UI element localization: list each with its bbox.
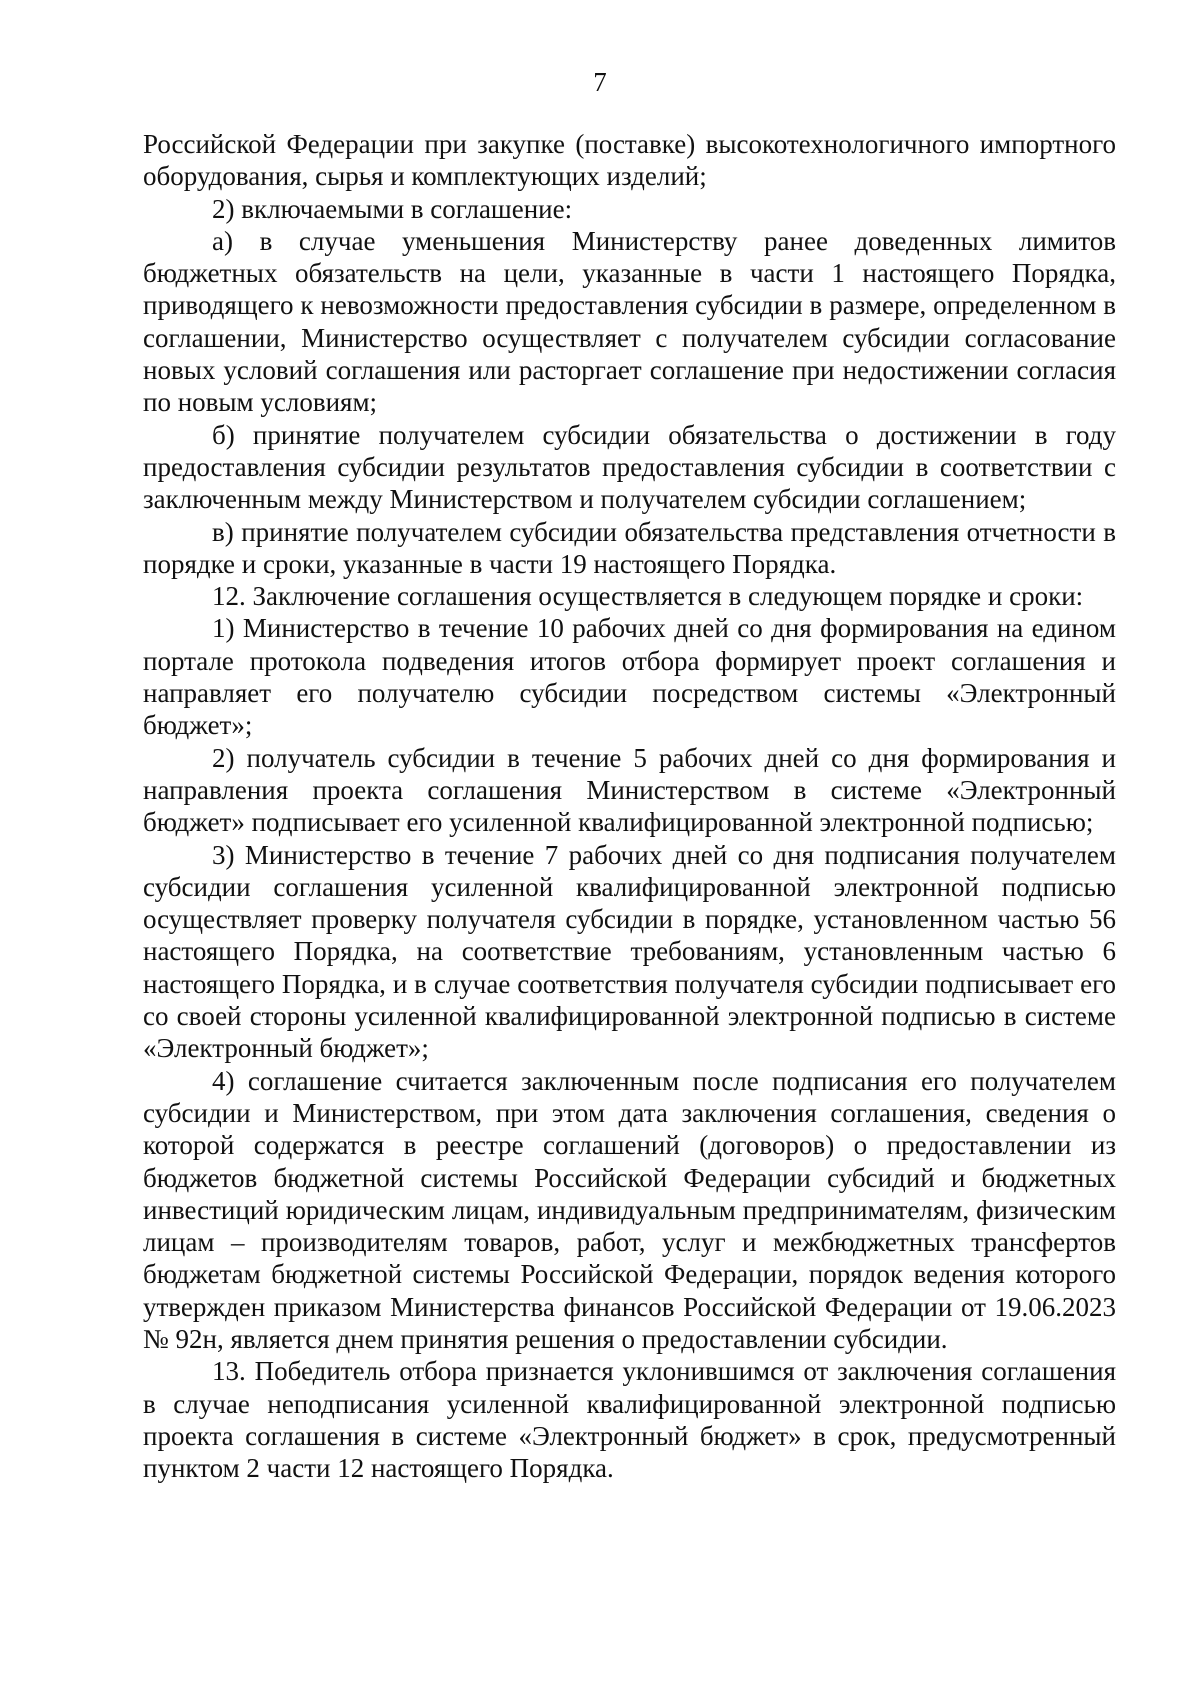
paragraph-subitem-v: в) принятие получателем субсидии обязательства представления отчетности в порядке и сроки, указанные в части 19 настоящего Порядка. bbox=[143, 516, 1116, 579]
paragraph-12-item-4: 4) соглашение считается заключенным после подписания его получателем субсидии и Министерством, при этом дата заключения соглашения, сведения о которой содержатся в реестре соглашений (договоров) о предоставлении из бюджетов бюджетной системы Российской Федерации субсидий и бюджетных инвестиций юридическим лицам, индивидуальным предпринимателям, физическим лицам – производителям товаров, работ, услуг и межбюджетных трансфертов бюджетам бюджетной системы Российской Федерации, порядок ведения которого утвержден приказом Министерства финансов Российской Федерации от 19.06.2023 № 92н, является днем принятия решения о предоставлении субсидии. bbox=[143, 1065, 1116, 1354]
paragraph-12-item-3: 3) Министерство в течение 7 рабочих дней со дня подписания получателем субсидии соглашения усиленной квалифицированной электронной подписью осуществляет проверку получателя субсидии в порядке, установленном частью 56 настоящего Порядка, на соответствие требованиям, установленным частью 6 настоящего Порядка, и в случае соответствия получателя субсидии подписывает его со своей стороны усиленной квалифицированной электронной подписью в системе «Электронный бюджет»; bbox=[143, 839, 1116, 1064]
paragraph-section-13: 13. Победитель отбора признается уклонившимся от заключения соглашения в случае неподписания усиленной квалифицированной электронной подписью проекта соглашения в системе «Электронный бюджет» в срок, предусмотренный пунктом 2 части 12 настоящего Порядка. bbox=[143, 1356, 1116, 1484]
paragraph-section-12: 12. Заключение соглашения осуществляется в следующем порядке и сроки: bbox=[212, 581, 1084, 612]
document-body bbox=[143, 128, 1116, 1484]
paragraph-item-2: 2) включаемыми в соглашение: bbox=[212, 193, 573, 224]
paragraph-continuation: Российской Федерации при закупке (поставке) высокотехнологичного импортного оборудования, сырья и комплектующих изделий; bbox=[143, 129, 1116, 192]
paragraph-12-item-2: 2) получатель субсидии в течение 5 рабочих дней со дня формирования и направления проекта соглашения Министерством в системе «Электронный бюджет» подписывает его усиленной квалифицированной электронной подписью; bbox=[143, 742, 1116, 838]
paragraph-12-item-1: 1) Министерство в течение 10 рабочих дней со дня формирования на едином портале протокола подведения итогов отбора формирует проект соглашения и направляет его получателю субсидии посредством системы «Электронный бюджет»; bbox=[143, 613, 1116, 741]
paragraph-subitem-b: б) принятие получателем субсидии обязательства о достижении в году предоставления субсидии результатов предоставления субсидии в соответствии с заключенным между Министерством и получателем субсидии соглашением; bbox=[143, 419, 1116, 515]
page-number: 7 bbox=[593, 67, 607, 97]
paragraph-subitem-a: а) в случае уменьшения Министерству ранее доведенных лимитов бюджетных обязательств на цели, указанные в части 1 настоящего Порядка, приводящего к невозможности предоставления субсидии в размере, определенном в соглашении, Министерство осуществляет с получателем субсидии согласование новых условий соглашения или расторгает соглашение при недостижении согласия по новым условиям; bbox=[143, 225, 1116, 418]
